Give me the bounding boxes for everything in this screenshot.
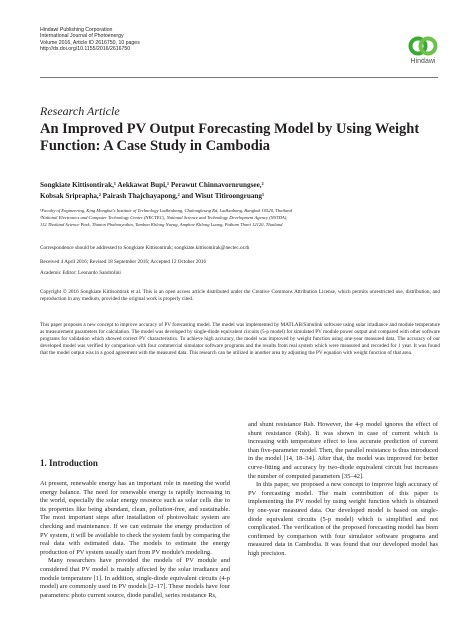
paragraph: and shunt resistance Rsh. However, the 4-p model ignores the effect of shunt resistance (Rsh). It was shown in case of current which is increasing with temperature effect to less accurate prediction of current than five-parameter model. Then, the parallel resistance is thus introduced in the model [14, 18–34]. After that, the model was improved for better curve-fitting and accuracy by two-diode equivalent circuit but increases the number of computed parameters [35–42]. xyxy=(248,421,438,480)
affiliation: ²National Electronics and Computer Technology Center (NECTEC), National Science and Technology Development Agency (NSTDA), xyxy=(40,214,288,220)
copyright-notice: Copyright © 2016 Songkiate Kittisontirak et al. This is an open access article distributed under the Creative Commons Attribution License, which permits unrestricted use, distribution, and reproduction in any medium, provided the original work is properly cited. xyxy=(40,289,440,302)
hindawi-logo-text: Hindawi xyxy=(410,58,436,65)
affiliation: ¹Faculty of Engineering, King Mongkut's Institute of Technology Ladkrabang, Chalongkrung Rd, Ladkrabang, Bangkok 10520, Thailand xyxy=(40,208,292,213)
journal-name: International Journal of Photoenergy xyxy=(40,33,124,40)
doi-link[interactable]: http://dx.doi.org/10.1155/2016/2616750 xyxy=(40,46,131,53)
affiliations xyxy=(40,208,440,228)
header-divider xyxy=(40,77,438,78)
paragraph: Many researchers have provided the models of PV module and considered that PV model is mainly affected by the solar irradiance and module temperature [1]. In addition, single-diode equivalent circuits (4-p model) are commonly used in PV models [2–17]. These models have four parameters: photo current source, diode parallel, series resistance Rs, xyxy=(40,557,230,599)
volume-info: Volume 2016, Article ID 2616750, 10 pages xyxy=(40,39,140,46)
academic-editor: Academic Editor: Leonardo Sandrolini xyxy=(40,270,121,276)
section-heading: 1. Introduction xyxy=(40,458,98,468)
article-dates: Received 4 April 2016; Revised 18 September 2016; Accepted 12 October 2016 xyxy=(40,259,207,265)
right-column xyxy=(248,421,438,559)
paragraph: At present, renewable energy has an important role in meeting the world energy balance. The need for renewable energy is rapidly increasing in the world, especially the solar energy resource such as solar cells due to its properties like being abundant, clean, pollution-free, and sustainable. The most important steps after installation of photovoltaic system are checking and maintenance. If we can estimate the energy production of PV system, it will be available to check the system fault by comparing the real data with estimated data. The models to estimate the energy production of PV system usually start from PV module's modeling. xyxy=(40,480,230,556)
author-line: Songkiate Kittisontirak,¹ Aekkawat Bupi,¹ Perawut Chinnavornrungsee,² xyxy=(40,181,264,189)
correspondence: Correspondence should be addressed to Songkiate Kittisontirak; songkiate.kittisontirak@nectec.or.th xyxy=(40,245,250,251)
publisher-info xyxy=(40,27,140,53)
abstract: This paper proposes a new concept to improve accuracy of PV forecasting model. The model was implemented by MATLAB/Simulink software using solar irradiance and module temperature as measurement parameters for calculation. The model was developed by single-diode equivalent circuits (5-p model) for simulated PV module power output and compared with other software programs for validation which showed correct PV characteristics. To achieve high accuracy, the model was improved by weight function using one-year measured data. The accuracy of our developed model was verified by comparison with four commercial simulator software programs and the results from real system which were measured and recorded for 1 year. It was found that the model output was in a good agreement with the measured data. This research can be utilized in another area by adjusting the PV equation with weight function of that area. xyxy=(40,322,440,356)
author-line: Kobsak Sriprapha,² Pairash Thajchayapong,² and Wisut Titiroongruang¹ xyxy=(40,192,265,200)
paper-title: An Improved PV Output Forecasting Model by Using Weight Function: A Case Study in Cambodia xyxy=(40,121,420,154)
left-column xyxy=(40,480,230,600)
publisher-name: Hindawi Publishing Corporation xyxy=(40,27,113,33)
paragraph: In this paper, we proposed a new concept to improve high accuracy of PV forecasting model. The main contribution of this paper is implementing the PV model by using weight function which is obtained by one-year measured data. Our developed model is based on single-diode equivalent circuits (5-p model) which is simplified and not complicated. The verification of the proposed forecasting model has been confirmed by comparison with four simulator software programs and measured data in Cambodia. It was found that our developed model has high precision. xyxy=(248,481,438,557)
article-type: Research Article xyxy=(40,104,120,118)
author-list xyxy=(40,180,440,202)
affiliation: 112 Thailand Science Park, Thanon Phahonyothin, Tambon Khlong Nueng, Amphoe Khlong Luang, Pathum Thani 12120, Thailand xyxy=(40,221,283,227)
